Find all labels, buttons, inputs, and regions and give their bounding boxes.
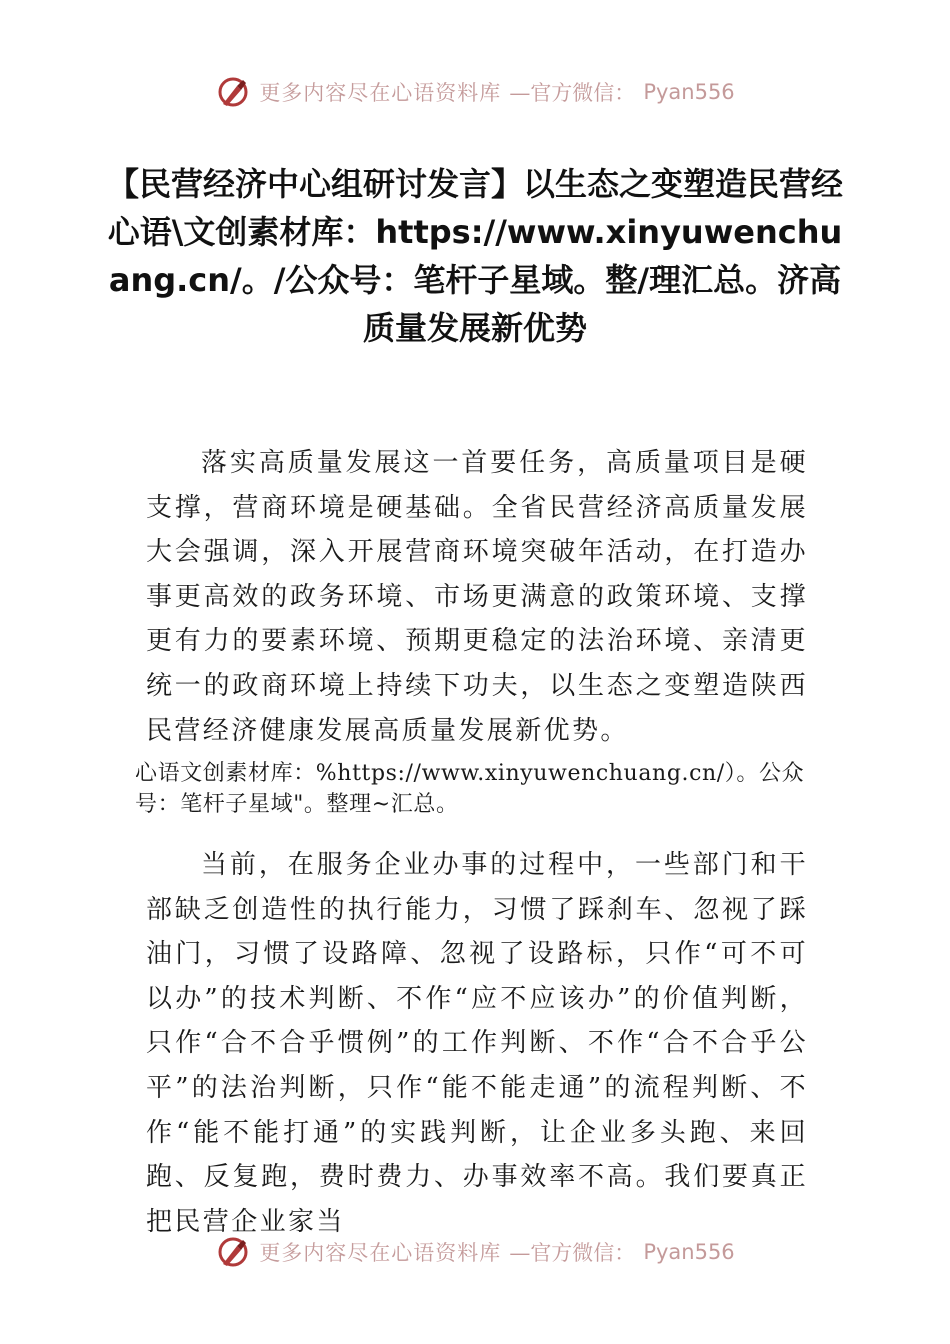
source-note: 心语文创素材库：%https://www.xinyuwenchuang.cn/）。公众号：笔杆子星域"。整理~汇总。 <box>135 761 805 817</box>
header-banner <box>0 72 950 112</box>
banner-wechat-id: Pyan556 <box>643 1240 735 1264</box>
banner-text: 更多内容尽在心语资料库 <box>259 81 502 105</box>
banner-separator: —官方微信： <box>509 81 636 105</box>
brand-logo-icon <box>215 74 251 110</box>
footer-banner <box>0 1232 950 1272</box>
paragraph-1: 落实高质量发展这一首要任务，高质量项目是硬支撑，营商环境是硬基础。全省民营经济高质量发展大会强调，深入开展营商环境突破年活动，在打造办事更高效的政务环境、市场更满意的政策环境、支撑更有力的要素环境、预期更稳定的法治环境、亲清更统一的政商环境上持续下功夫，以生态之变塑造陕西民营经济健康发展高质量发展新优势。 <box>146 448 808 746</box>
banner-wechat-id: Pyan556 <box>643 80 735 104</box>
banner-text: 更多内容尽在心语资料库 <box>259 1241 502 1265</box>
paragraph-2: 当前，在服务企业办事的过程中，一些部门和干部缺乏创造性的执行能力，习惯了踩刹车、忽视了踩油门，习惯了设路障、忽视了设路标，只作“可不可以办”的技术判断、不作“应不应该办”的价值判断，只作“合不合乎惯例”的工作判断、不作“合不合乎公平”的法治判断，只作“能不能走通”的流程判断、不作“能不能打通”的实践判断，让企业多头跑、来回跑、反复跑，费时费力、办事效率不高。我们要真正把民营企业家当 <box>146 850 808 1237</box>
document-title: 【民营经济中心组研讨发言】以生态之变塑造民营经心语\文创素材库：https://www.xinyuwenchuang.cn/。/公众号：笔杆子星域。整/理汇总。济高质量发展新优势 <box>106 165 843 347</box>
banner-separator: —官方微信： <box>509 1241 636 1265</box>
brand-logo-icon <box>215 1234 251 1270</box>
